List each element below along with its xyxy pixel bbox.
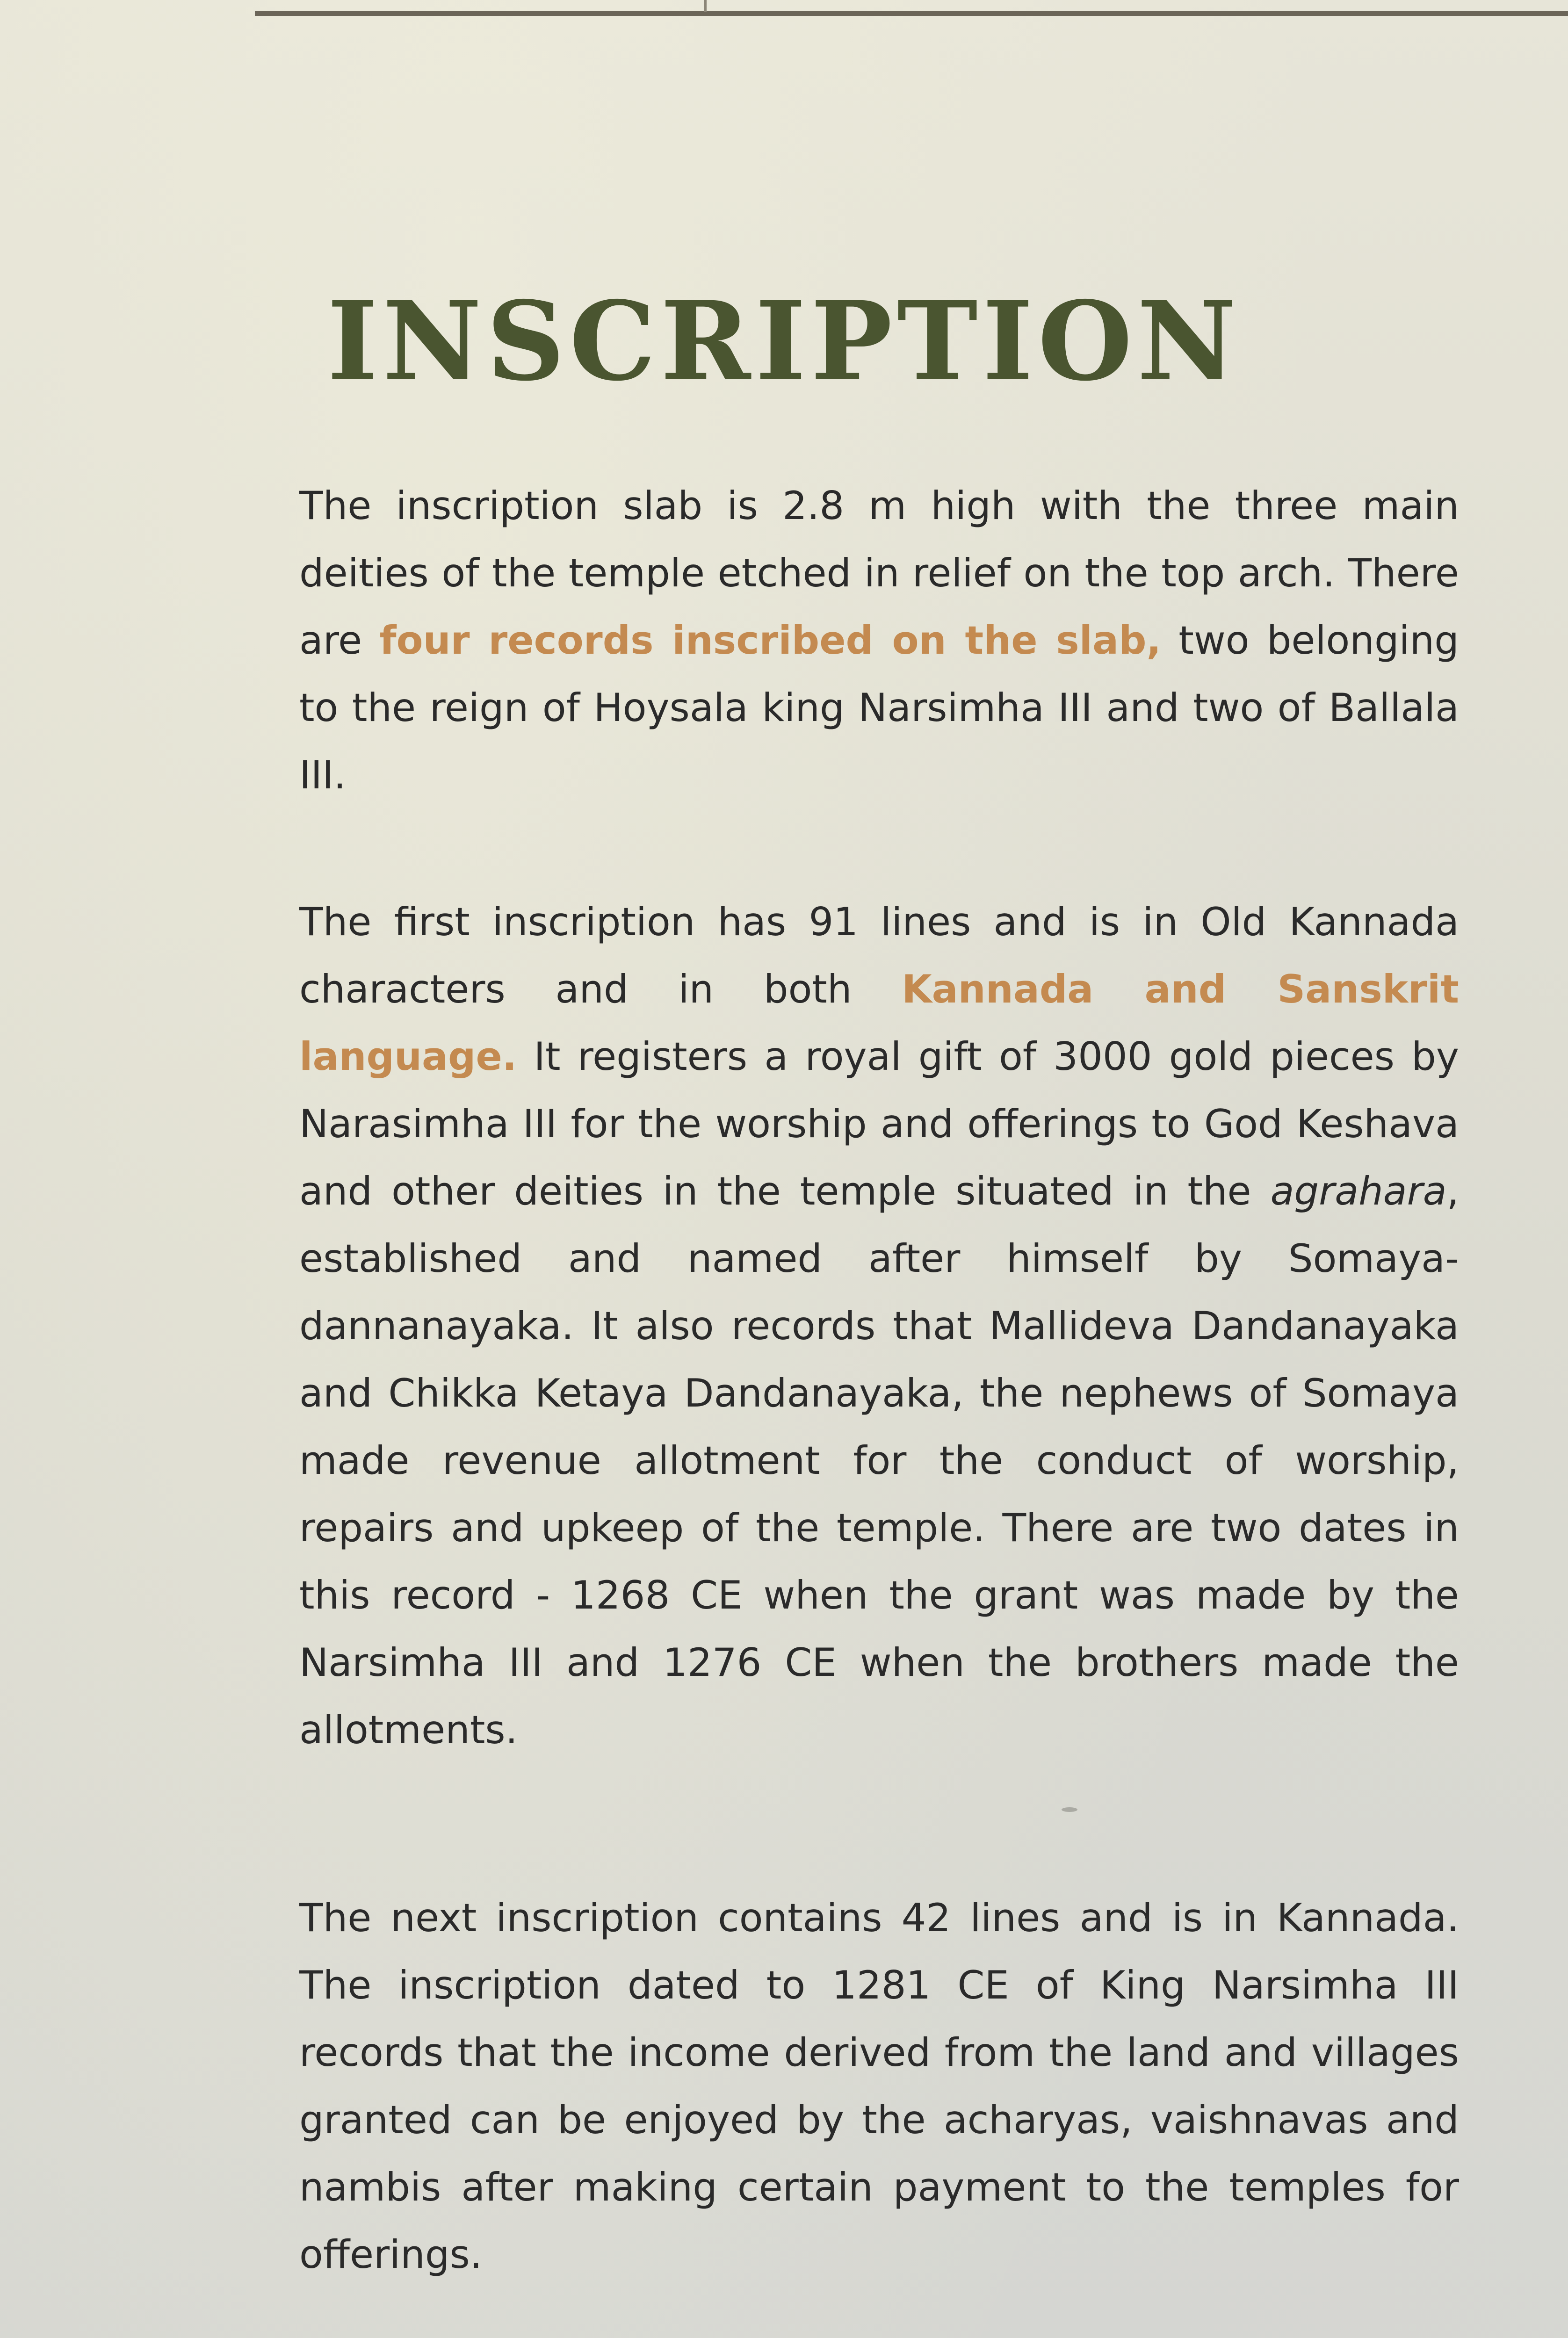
italic-term: agrahara — [1270, 1169, 1447, 1214]
paragraph-second-inscription: The next inscription contains 42 lines and is in Kannada. The inscription dated to 1281 CE of King Narsimha III records that the income derived from the land and villages granted can be enjoyed by the acharyas, vaishnavas and nambis after making certain payment to the temples for offerings. — [299, 1895, 1459, 2277]
highlight-text: Kannada and Sanskrit language. — [299, 967, 1459, 1079]
panel-heading: INSCRIPTION — [327, 277, 1241, 405]
top-frame-rule — [255, 11, 1568, 16]
surface-speck — [1062, 1807, 1077, 1812]
paragraph-first-inscription — [299, 888, 1459, 1764]
paragraph-text: , established and named after himself by Somaya-dannanayaka. It also records that Mallideva Dandanayaka and Chikka Ketaya Dandanayaka, the nephews of Somaya made revenue allotment for the conduct of worship, repairs and upkeep of the temple. There are two dates in this record - 1268 CE when the grant was made by the Narsimha III and 1276 CE when the brothers made the allotments. — [299, 1169, 1459, 1753]
highlight-text: four records inscribed on the slab, — [379, 618, 1162, 663]
paragraph-text: The first inscription has 91 lines and is in Old Kannada characters and in both — [299, 899, 1459, 1012]
paragraph-intro — [299, 472, 1459, 809]
paragraph-text: The inscription slab is 2.8 m high with the three main deities of the temple etched in relief on the top arch. There are — [299, 483, 1459, 663]
top-frame-tick — [704, 0, 707, 12]
paragraph-text: two belonging to the reign of Hoysala king Narsimha III and two of Ballala III. — [299, 618, 1459, 798]
paragraph-text: It registers a royal gift of 3000 gold pieces by Narasimha III for the worship and offerings to God Keshava and other deities in the temple situated in the — [299, 1034, 1459, 1214]
paragraph-third-inscription — [299, 2333, 1459, 2338]
